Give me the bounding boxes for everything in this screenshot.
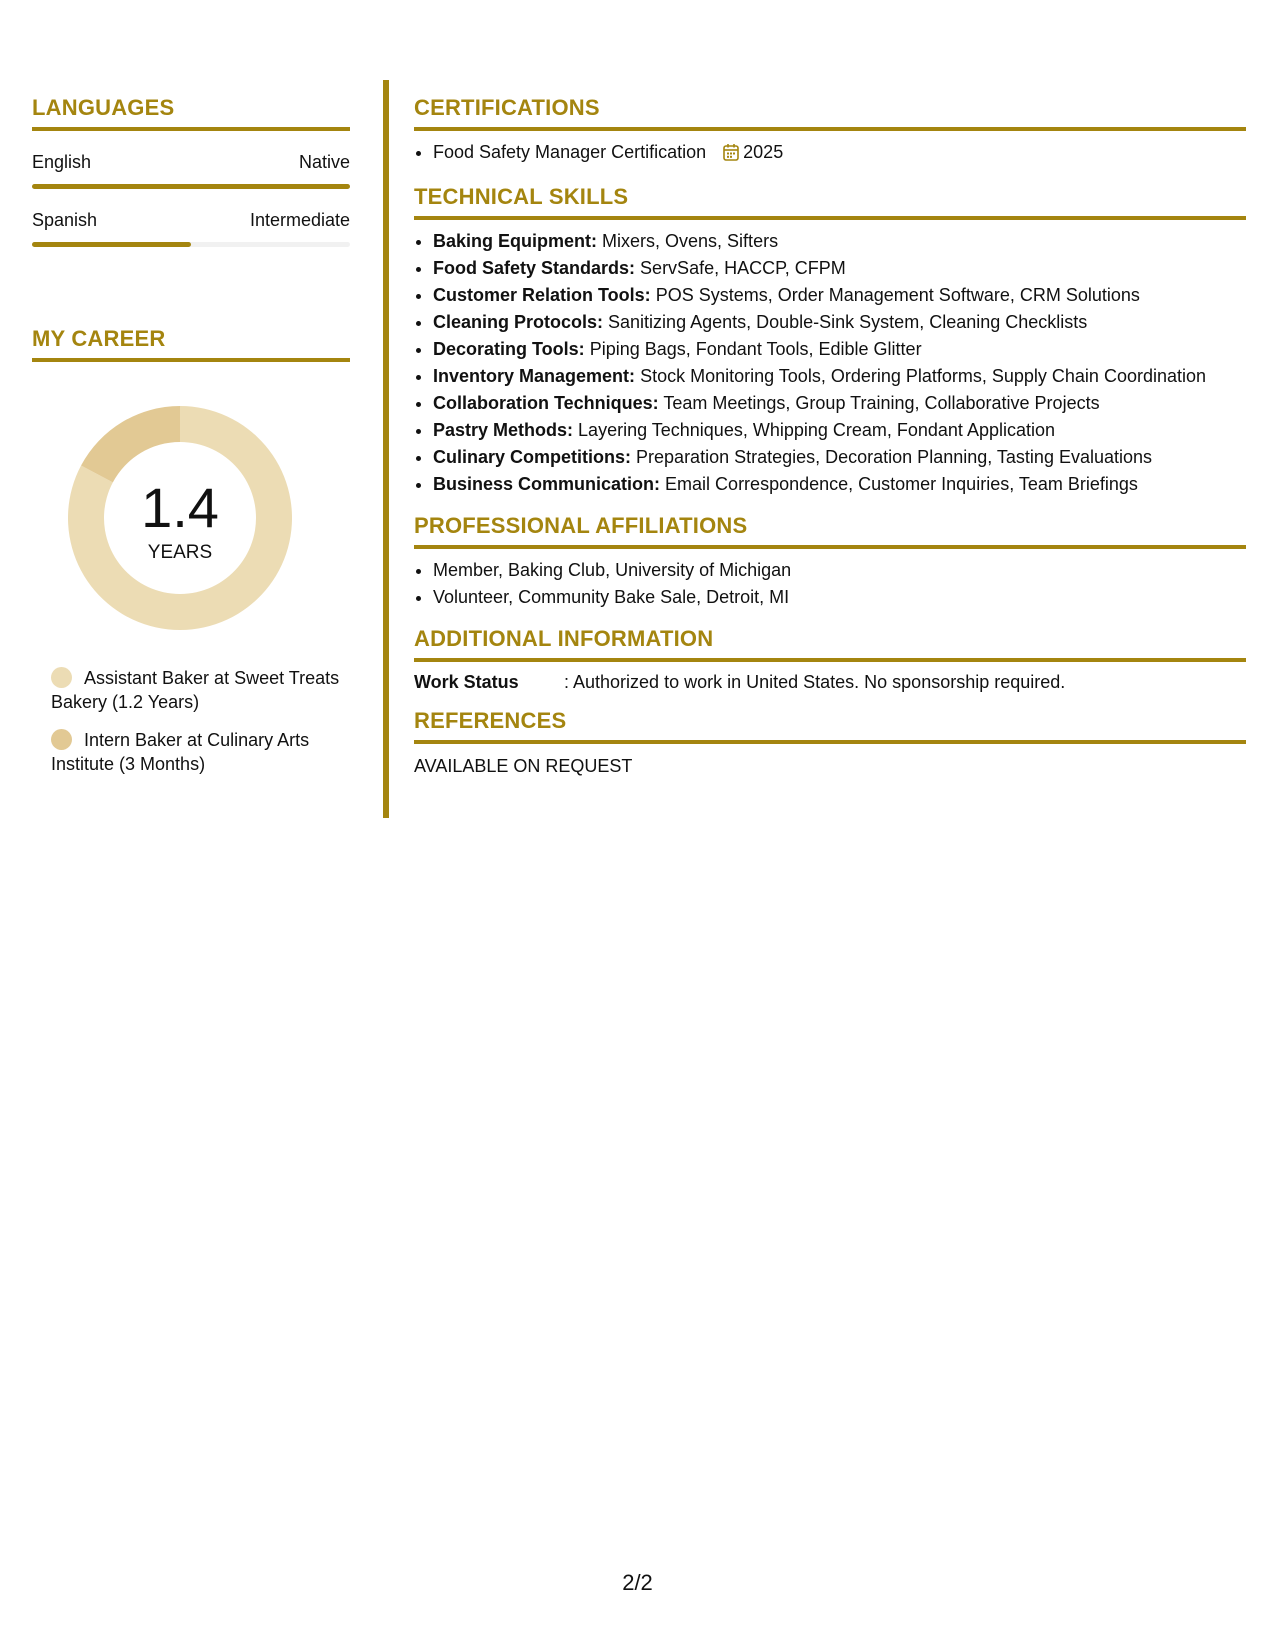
skill-value: Email Correspondence, Customer Inquiries, Team Briefings xyxy=(665,474,1138,494)
calendar-icon xyxy=(723,142,739,169)
skill-label: Pastry Methods: xyxy=(433,420,574,440)
skill-item xyxy=(433,444,1246,471)
certifications-list xyxy=(414,139,1246,169)
legend-dot-icon xyxy=(51,729,72,750)
skill-value: Team Meetings, Group Training, Collaborative Projects xyxy=(663,393,1100,413)
affiliations-title: PROFESSIONAL AFFILIATIONS xyxy=(414,512,1246,549)
skill-item xyxy=(433,282,1246,309)
career-legend-label: Intern Baker at Culinary Arts Institute (3 Months) xyxy=(51,730,310,774)
additional-info-title: ADDITIONAL INFORMATION xyxy=(414,625,1246,662)
language-row xyxy=(32,209,350,231)
skill-value: Stock Monitoring Tools, Ordering Platforms, Supply Chain Coordination xyxy=(640,366,1207,386)
language-level: Intermediate xyxy=(249,210,350,230)
language-name: English xyxy=(32,152,92,172)
certifications-section xyxy=(414,94,1246,169)
language-name: Spanish xyxy=(32,210,98,230)
skill-value: Piping Bags, Fondant Tools, Edible Glitter xyxy=(589,339,922,359)
skill-value: Sanitizing Agents, Double-Sink System, Cleaning Checklists xyxy=(608,312,1088,332)
skill-value: Mixers, Ovens, Sifters xyxy=(602,231,779,251)
left-column xyxy=(32,94,350,790)
affiliation-item: • Member, Baking Club, University of Michigan xyxy=(433,557,1246,584)
references-section xyxy=(414,707,1246,777)
language-proficiency-fill xyxy=(32,242,191,247)
work-status-row xyxy=(414,671,1246,693)
work-status-label: Work Status xyxy=(414,672,519,692)
affiliations-list xyxy=(414,557,1246,611)
skill-item xyxy=(433,255,1246,282)
references-text: AVAILABLE ON REQUEST xyxy=(414,756,633,776)
column-divider xyxy=(383,80,389,818)
language-item-english xyxy=(32,151,350,189)
skill-item xyxy=(433,417,1246,444)
certification-item xyxy=(433,139,1246,169)
languages-title: LANGUAGES xyxy=(32,94,350,131)
language-proficiency-bar xyxy=(32,184,350,189)
certifications-title: CERTIFICATIONS xyxy=(414,94,1246,131)
skill-item xyxy=(433,471,1246,498)
career-legend-item xyxy=(51,728,341,776)
skill-label: Cleaning Protocols: xyxy=(433,312,604,332)
references-title: REFERENCES xyxy=(414,707,1246,744)
technical-skills-section xyxy=(414,183,1246,498)
skill-label: Customer Relation Tools: xyxy=(433,285,651,305)
technical-skills-title: TECHNICAL SKILLS xyxy=(414,183,1246,220)
technical-skills-list xyxy=(414,228,1246,498)
skill-label: Decorating Tools: xyxy=(433,339,585,359)
career-title: MY CAREER xyxy=(32,325,350,362)
additional-info-section xyxy=(414,625,1246,693)
career-legend-label: Assistant Baker at Sweet Treats Bakery (1.2 Years) xyxy=(51,668,340,712)
skill-label: Baking Equipment: xyxy=(433,231,598,251)
career-legend-item xyxy=(51,666,341,714)
skill-value: ServSafe, HACCP, CFPM xyxy=(640,258,846,278)
career-donut-chart xyxy=(66,404,294,632)
skill-value: POS Systems, Order Management Software, CRM Solutions xyxy=(655,285,1140,305)
skill-label: Business Communication: xyxy=(433,474,661,494)
skill-label: Culinary Competitions: xyxy=(433,447,632,467)
language-row xyxy=(32,151,350,173)
right-column xyxy=(414,94,1246,791)
language-item-spanish xyxy=(32,209,350,247)
language-proficiency-fill xyxy=(32,184,350,189)
career-donut-segment-1 xyxy=(81,406,180,482)
languages-section xyxy=(32,94,350,247)
career-legend xyxy=(32,666,350,776)
skill-item xyxy=(433,228,1246,255)
work-status-value: : Authorized to work in United States. No sponsorship required. xyxy=(564,672,1066,692)
affiliation-item: • Volunteer, Community Bake Sale, Detroit, MI xyxy=(433,584,1246,611)
skill-label: Collaboration Techniques: xyxy=(433,393,659,413)
skill-item xyxy=(433,309,1246,336)
skill-item xyxy=(433,363,1246,390)
legend-dot-icon xyxy=(51,667,72,688)
page-number: 2/2 xyxy=(622,1570,653,1595)
career-total-unit: YEARS xyxy=(147,542,213,563)
skill-label: Inventory Management: xyxy=(433,366,636,386)
skill-value: Preparation Strategies, Decoration Planning, Tasting Evaluations xyxy=(636,447,1153,467)
career-total-value: 1.4 xyxy=(141,476,219,539)
skill-label: Food Safety Standards: xyxy=(433,258,636,278)
career-section xyxy=(32,325,350,776)
affiliations-section xyxy=(414,512,1246,611)
skill-item xyxy=(433,390,1246,417)
language-level: Native xyxy=(298,152,350,172)
certification-year: 2025 xyxy=(743,142,784,162)
skill-value: Layering Techniques, Whipping Cream, Fondant Application xyxy=(578,420,1056,440)
certification-name: Food Safety Manager Certification xyxy=(433,142,707,162)
language-proficiency-bar xyxy=(32,242,350,247)
skill-item xyxy=(433,336,1246,363)
